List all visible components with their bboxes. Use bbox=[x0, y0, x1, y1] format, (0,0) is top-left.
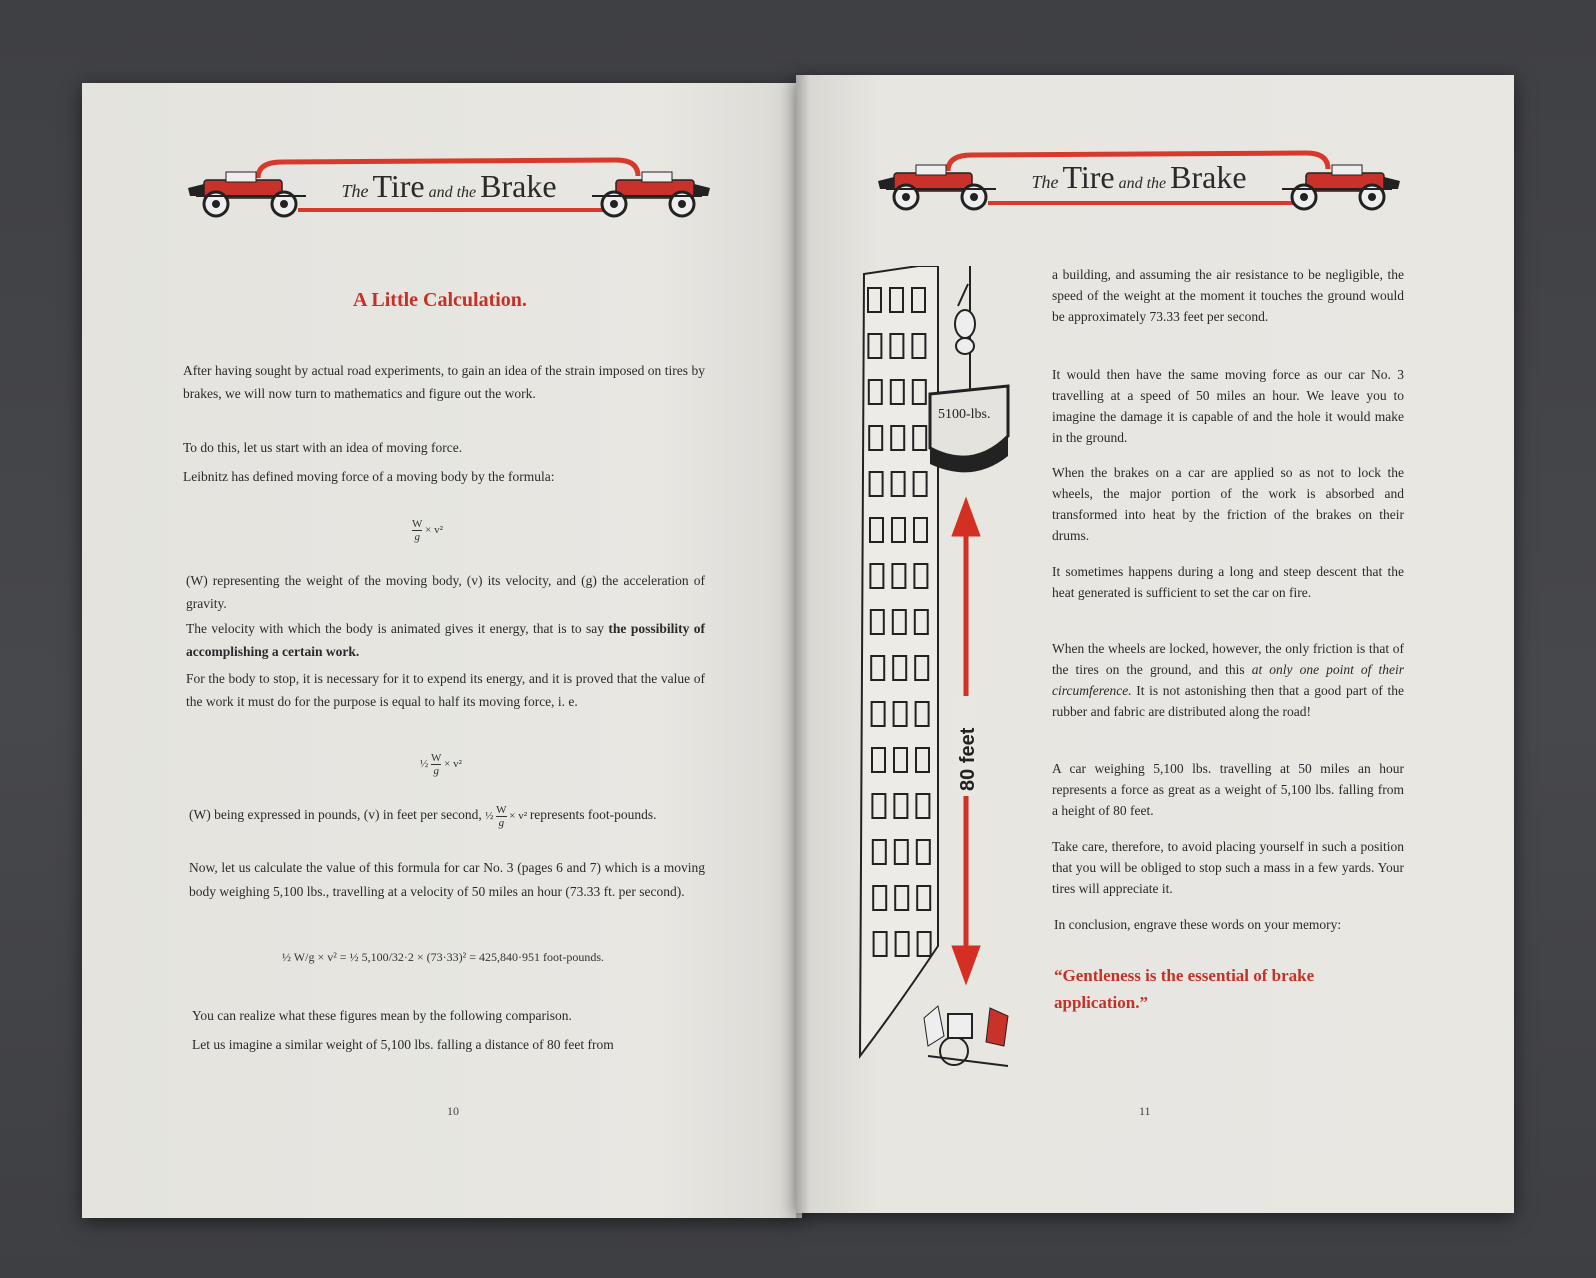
left-paragraph-8: Now, let us calculate the value of this formula for car No. 3 (pages 6 and 7) which is a moving body weighing 5,100 lbs., travelling at a velocity of 50 miles an hour (73.33 ft. per second). bbox=[189, 860, 705, 899]
right-paragraph-3: When the brakes on a car are applied so as not to lock the wheels, the major portion of the work is absorbed and transformed into heat by the friction of the brakes on their drums. bbox=[1052, 465, 1404, 543]
page-number-right: 11 bbox=[1139, 1104, 1151, 1118]
header-tire-right: Tire bbox=[1062, 159, 1115, 195]
header-the-right: The bbox=[1031, 172, 1059, 192]
header-tire: Tire bbox=[372, 168, 425, 204]
formula-calculation: ½ W/g × v² = ½ 5,100/32·2 × (73·33)² = 425,840·951 foot-pounds. bbox=[282, 950, 605, 964]
closing-quote: “Gentleness is the essential of brake application.” bbox=[1054, 966, 1315, 1012]
weight-icon bbox=[930, 386, 1008, 472]
left-paragraph-10: Let us imagine a similar weight of 5,100 lbs. falling a distance of 80 feet from bbox=[192, 1037, 614, 1052]
left-paragraph-9: You can realize what these figures mean by the following comparison. bbox=[192, 1008, 572, 1023]
left-header-banner bbox=[186, 150, 712, 225]
left-paragraph-3: Leibnitz has defined moving force of a moving body by the formula: bbox=[183, 469, 555, 484]
building-illustration bbox=[858, 266, 1038, 1086]
left-paragraph-5b: the possibility of accomplishing a certain work. bbox=[186, 621, 706, 659]
right-header-banner bbox=[876, 143, 1402, 218]
left-paragraph-5 bbox=[186, 617, 705, 663]
left-paragraph-1: After having sought by actual road experiments, to gain an idea of the strain imposed on tires by brakes, we will now turn to mathematics and figure out the work. bbox=[183, 363, 705, 401]
right-paragraph-5c: It is not astonishing then that a good part of the rubber and fabric are distributed along the road! bbox=[1052, 683, 1404, 719]
formula-half-moving-force bbox=[420, 752, 462, 777]
height-label: 80 feet bbox=[957, 727, 979, 791]
left-paragraph-7: (W) being expressed in pounds, (v) in feet per second, ½ $\frac{W}{g}$ × v² represents foot-pounds. bbox=[189, 803, 657, 829]
right-paragraph-7: Take care, therefore, to avoid placing yourself in such a position that you will be obliged to stop such a mass in a few yards. Your tires will appreciate it. bbox=[1052, 839, 1404, 896]
falling-weight-illustration bbox=[858, 266, 1038, 1086]
header-brake-right: Brake bbox=[1170, 159, 1247, 195]
hanging-man-icon bbox=[955, 284, 975, 354]
book-spine-shadow bbox=[796, 75, 810, 1218]
header-the: The bbox=[341, 181, 369, 201]
formula-moving-force bbox=[412, 518, 443, 543]
formula2-rest: × v² bbox=[444, 758, 462, 771]
street-scene-icon bbox=[924, 1006, 1008, 1066]
weight-label: 5100-lbs. bbox=[938, 407, 991, 422]
formula1-den: g bbox=[414, 531, 420, 543]
left-paragraph-4: (W) representing the weight of the moving body, (v) its velocity, and (g) the acceleration of gravity. bbox=[186, 573, 705, 611]
right-paragraph-5b: at only one point of their circumference. bbox=[1052, 662, 1404, 698]
formula2-half: ½ bbox=[420, 758, 429, 771]
right-paragraph-2: It would then have the same moving force as our car No. 3 travelling at a speed of 50 miles an hour. We leave you to imagine the damage it is capable of and the hole it would make in the ground. bbox=[1052, 367, 1404, 445]
right-paragraph-8: In conclusion, engrave these words on your memory: bbox=[1054, 917, 1342, 932]
page-number-left: 10 bbox=[447, 1104, 459, 1118]
page-heading: A Little Calculation. bbox=[353, 289, 527, 311]
formula1-rest: × v² bbox=[425, 524, 443, 537]
header-brake: Brake bbox=[480, 168, 557, 204]
left-paragraph-7a: (W) being expressed in pounds, (v) in feet per second, bbox=[189, 807, 482, 822]
left-paragraph-6: For the body to stop, it is necessary for it to expend its energy, and it is proved that the value of the work it must do for the purpose is equal to half its moving force, i. e. bbox=[186, 671, 705, 709]
right-paragraph-1: a building, and assuming the air resistance to be negligible, the speed of the weight at the moment it touches the ground would be approximately 73.33 feet per second. bbox=[1052, 267, 1404, 324]
formula2-num: W bbox=[431, 752, 442, 764]
formula2-den: g bbox=[433, 765, 439, 777]
right-paragraph-5 bbox=[1052, 638, 1404, 722]
left-paragraph-2: To do this, let us start with an idea of moving force. bbox=[183, 440, 463, 455]
left-paragraph-7b: represents foot-pounds. bbox=[529, 807, 657, 822]
formula1-num: W bbox=[412, 518, 423, 530]
left-paragraph-5a: The velocity with which the body is animated gives it energy, that is to say bbox=[186, 621, 604, 636]
right-paragraph-4: It sometimes happens during a long and steep descent that the heat generated is sufficient to set the car on fire. bbox=[1052, 564, 1404, 600]
header-and-the: and the bbox=[428, 184, 477, 201]
right-paragraph-5a: When the wheels are locked, however, the only friction is that of the tires on the ground, and this bbox=[1052, 641, 1404, 677]
header-and-the-right: and the bbox=[1118, 175, 1167, 192]
right-paragraph-6: A car weighing 5,100 lbs. travelling at 50 miles an hour represents a force as great as a weight of 5,100 lbs. falling from a height of 80 feet. bbox=[1052, 761, 1404, 818]
